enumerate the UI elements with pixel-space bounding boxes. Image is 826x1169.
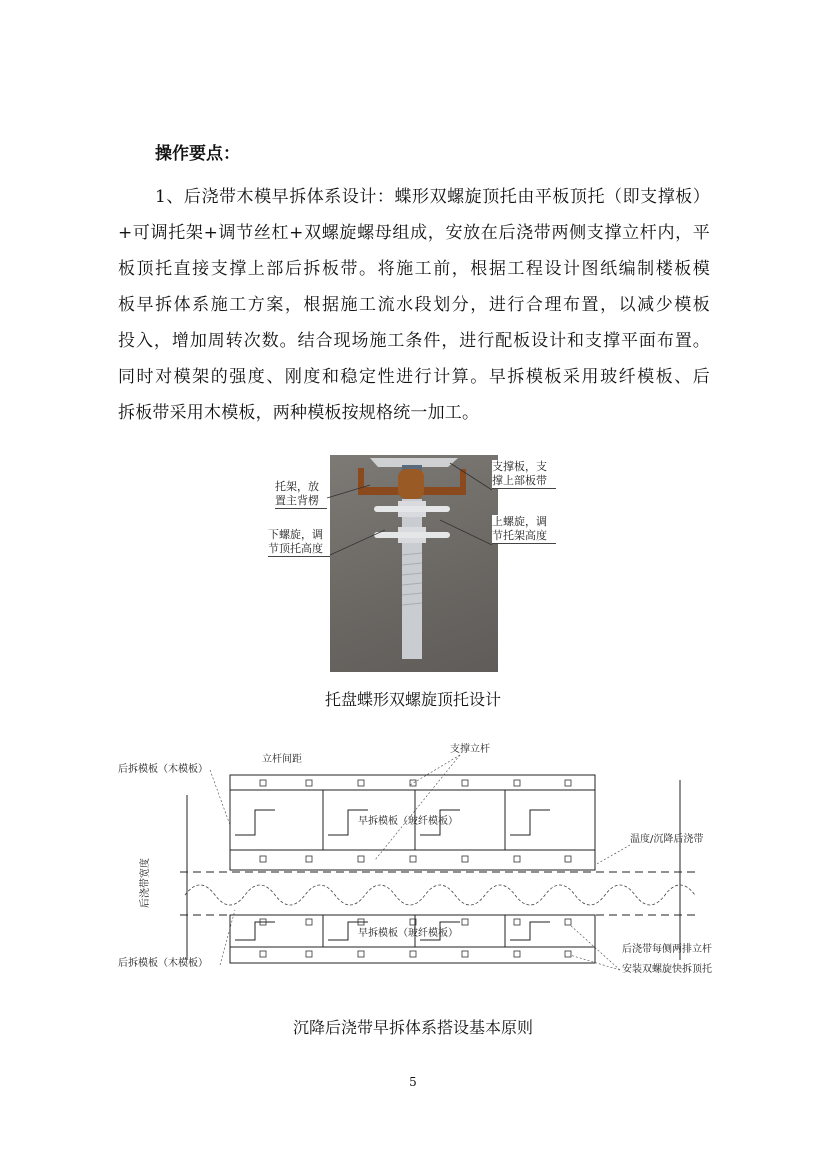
paragraph-line: 板早拆体系施工方案，根据施工流水段划分，进行合理布置，以减少模板 (118, 295, 710, 315)
label-late-formwork-bottom: 后拆模板（木模板） (118, 958, 208, 969)
label-pole-spacing: 立杆间距 (262, 754, 302, 765)
paragraph-line: 同时对模架的强度、刚度和稳定性进行计算。早拆模板采用玻纤模板、后 (118, 367, 710, 387)
section-heading: 操作要点： (155, 144, 240, 164)
diagram-caption: 沉降后浇带早拆体系搭设基本原则 (292, 1018, 533, 1037)
label-support-pole: 支撑立杆 (450, 744, 490, 755)
page-number: 5 (409, 1075, 417, 1089)
label-note-line2: 安装双螺旋快拆顶托 (622, 964, 712, 975)
photo-label-lower-screw: 下螺旋，调节顶托高度 (268, 528, 330, 557)
photo-caption: 托盘蝶形双螺旋顶托设计 (324, 690, 501, 709)
paragraph-line: 板顶托直接支撑上部后拆板带。将施工前，根据工程设计图纸编制楼板模 (118, 259, 710, 279)
photo-label-bracket: 托架，放置主背楞 (275, 480, 327, 509)
paragraph-line: 投入，增加周转次数。结合现场施工条件，进行配板设计和支撑平面布置。 (118, 331, 710, 351)
late-pour-band-diagram (110, 740, 730, 990)
label-early-formwork-top: 早拆模板（玻纤模板） (358, 816, 458, 827)
label-band-type: 温度/沉降后浇带 (630, 834, 704, 845)
photo-label-support-plate: 支撑板，支撑上部板带 (492, 460, 556, 489)
label-band-width: 后浇带宽度 (140, 858, 151, 908)
concrete-band-hatch (185, 885, 695, 905)
paragraph-line: +可调托架+调节丝杠+双螺旋螺母组成，安放在后浇带两侧支撑立杆内，平 (118, 223, 710, 243)
label-late-formwork-top: 后拆模板（木模板） (118, 764, 208, 775)
photo-label-upper-screw: 上螺旋，调节托架高度 (492, 515, 556, 544)
paragraph-line: 1、后浇带木模早拆体系设计：蝶形双螺旋顶托由平板顶托（即支撑板） (155, 187, 710, 207)
label-note-line1: 后浇带每侧两排立杆 (622, 944, 712, 955)
label-early-formwork-bottom: 早拆模板（玻纤模板） (358, 928, 458, 939)
paragraph-line: 拆板带采用木模板，两种模板按规格统一加工。 (118, 403, 480, 423)
